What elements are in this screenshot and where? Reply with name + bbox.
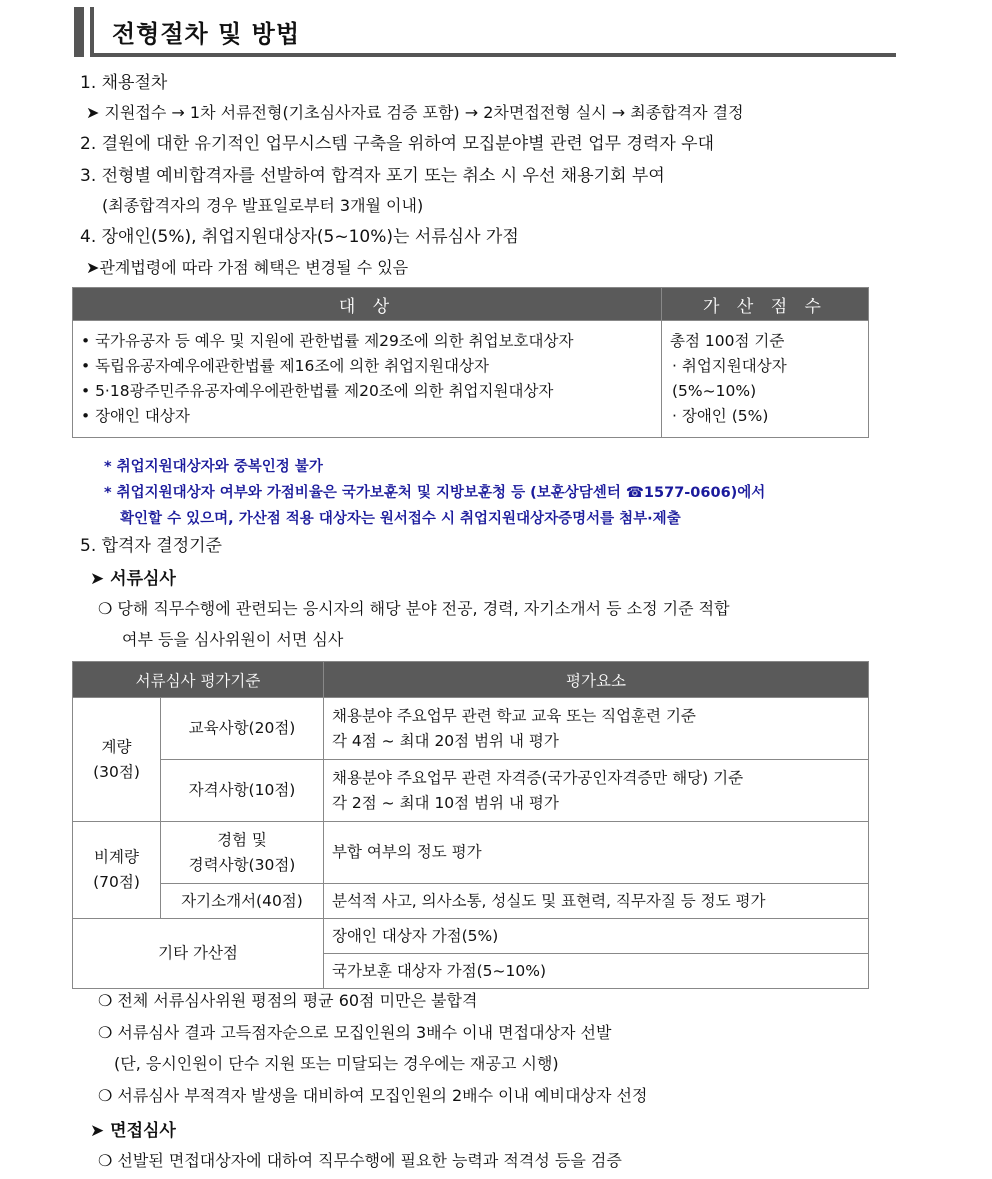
target-item: • 장애인 대상자 bbox=[81, 407, 190, 425]
intro-desc: 분석적 사고, 의사소통, 성실도 및 표현력, 직무자질 등 정도 평가 bbox=[324, 884, 869, 919]
nonquant-cell bbox=[73, 822, 161, 919]
section3-heading: 3. 전형별 예비합격자를 선발하여 합격자 포기 또는 취소 시 우선 채용기회 부여 bbox=[80, 166, 665, 186]
cert-desc2: 각 2점 ~ 최대 10점 범위 내 평가 bbox=[332, 793, 559, 812]
cert-desc1: 채용분야 주요업무 관련 자격증(국가공인자격증만 해당) 기준 bbox=[332, 768, 744, 787]
exp-desc: 부합 여부의 정도 평가 bbox=[324, 822, 869, 884]
rule-interview-select: ❍ 서류심사 결과 고득점자순으로 모집인원의 3배수 이내 면접대상자 선발 bbox=[98, 1023, 612, 1042]
bonus-label: 기타 가산점 bbox=[73, 919, 324, 989]
quant-points: (30점) bbox=[93, 762, 140, 781]
rule-readvertise: (단, 응시인원이 단수 지원 또는 미달되는 경우에는 재공고 시행) bbox=[114, 1054, 559, 1073]
edu-desc1: 채용분야 주요업무 관련 학교 교육 또는 직업훈련 기준 bbox=[332, 706, 696, 725]
note-duplicate: * 취업지원대상자와 중복인정 불가 bbox=[104, 459, 323, 475]
section4-heading: 4. 장애인(5%), 취업지원대상자(5~10%)는 서류심사 가점 bbox=[80, 227, 519, 247]
points-cell bbox=[662, 321, 869, 438]
table-header-target: 대 상 bbox=[73, 288, 662, 321]
doc-review-desc2: 여부 등을 심사위원이 서면 심사 bbox=[122, 630, 344, 649]
points-item: · 취업지원대상자(5%~10%) bbox=[672, 357, 787, 400]
cert-label: 자격사항(10점) bbox=[161, 760, 324, 822]
cert-desc-cell bbox=[324, 760, 869, 822]
section1-process: ➤ 지원접수 → 1차 서류전형(기초심사자료 검증 포함) → 2차면접전형 실시 → 최종합격자 결정 bbox=[86, 103, 744, 122]
doc-review-title: ➤ 서류심사 bbox=[90, 569, 176, 589]
header-bar-thin bbox=[90, 7, 94, 57]
table-header-elements: 평가요소 bbox=[324, 662, 869, 698]
doc-review-desc1: ❍ 당해 직무수행에 관련되는 응시자의 해당 분야 전공, 경력, 자기소개서 등 소정 기준 적합 bbox=[98, 599, 730, 618]
quant-cell bbox=[73, 698, 161, 822]
section4-sub: ➤관계법령에 따라 가점 혜택은 변경될 수 있음 bbox=[86, 258, 409, 277]
target-item: • 국가유공자 등 예우 및 지원에 관한법률 제29조에 의한 취업보호대상자 bbox=[81, 332, 574, 350]
targets-cell bbox=[73, 321, 662, 438]
bonus-points-table bbox=[72, 287, 869, 438]
quant-label: 계량 bbox=[101, 737, 132, 756]
nonquant-label: 비계량 bbox=[94, 848, 139, 866]
intro-label: 자기소개서(40점) bbox=[161, 884, 324, 919]
exp-label2: 경력사항(30점) bbox=[188, 855, 296, 874]
interview-title: ➤ 면접심사 bbox=[90, 1121, 176, 1141]
section1-heading: 1. 채용절차 bbox=[80, 73, 168, 93]
target-item: • 독립유공자예우에관한법률 제16조에 의한 취업지원대상자 bbox=[81, 357, 489, 375]
header-underline bbox=[94, 53, 896, 57]
interview-desc: ❍ 선발된 면접대상자에 대하여 직무수행에 필요한 능력과 적격성 등을 검증 bbox=[98, 1151, 622, 1170]
target-item: • 5·18광주민주유공자예우에관한법률 제20조에 의한 취업지원대상자 bbox=[81, 382, 554, 400]
rule-fail: ❍ 전체 서류심사위원 평점의 평균 60점 미만은 불합격 bbox=[98, 991, 478, 1010]
header-bar-thick bbox=[74, 7, 84, 57]
edu-desc-cell bbox=[324, 698, 869, 760]
bonus-desc1: 장애인 대상자 가점(5%) bbox=[324, 919, 869, 954]
section2-heading: 2. 결원에 대한 유기적인 업무시스템 구축을 위하여 모집분야별 관련 업무 경력자 우대 bbox=[80, 134, 715, 154]
section5-heading: 5. 합격자 결정기준 bbox=[80, 536, 222, 556]
bonus-desc2: 국가보훈 대상자 가점(5~10%) bbox=[324, 954, 869, 989]
points-item: · 장애인 (5%) bbox=[672, 407, 769, 425]
rule-reserve: ❍ 서류심사 부적격자 발생을 대비하여 모집인원의 2배수 이내 예비대상자 선정 bbox=[98, 1086, 648, 1105]
edu-label: 교육사항(20점) bbox=[161, 698, 324, 760]
page-title: 전형절차 및 방법 bbox=[112, 20, 300, 48]
doc-review-table bbox=[72, 661, 869, 989]
note-eligibility: * 취업지원대상자 여부와 가점비율은 국가보훈처 및 지방보훈청 등 (보훈상담센터 ☎1577-0606)에서 bbox=[104, 485, 766, 501]
nonquant-points: (70점) bbox=[93, 873, 140, 891]
points-item: 총점 100점 기준 bbox=[670, 332, 785, 350]
table-header-criteria: 서류심사 평가기준 bbox=[73, 662, 324, 698]
note-submission: 확인할 수 있으며, 가산점 적용 대상자는 원서접수 시 취업지원대상자증명서를 첨부·제출 bbox=[120, 511, 681, 527]
exp-label1: 경험 및 bbox=[217, 830, 267, 849]
edu-desc2: 각 4점 ~ 최대 20점 범위 내 평가 bbox=[332, 731, 559, 750]
section3-sub: (최종합격자의 경우 발표일로부터 3개월 이내) bbox=[102, 196, 424, 215]
table-header-points: 가 산 점 수 bbox=[662, 288, 869, 321]
exp-label-cell bbox=[161, 822, 324, 884]
